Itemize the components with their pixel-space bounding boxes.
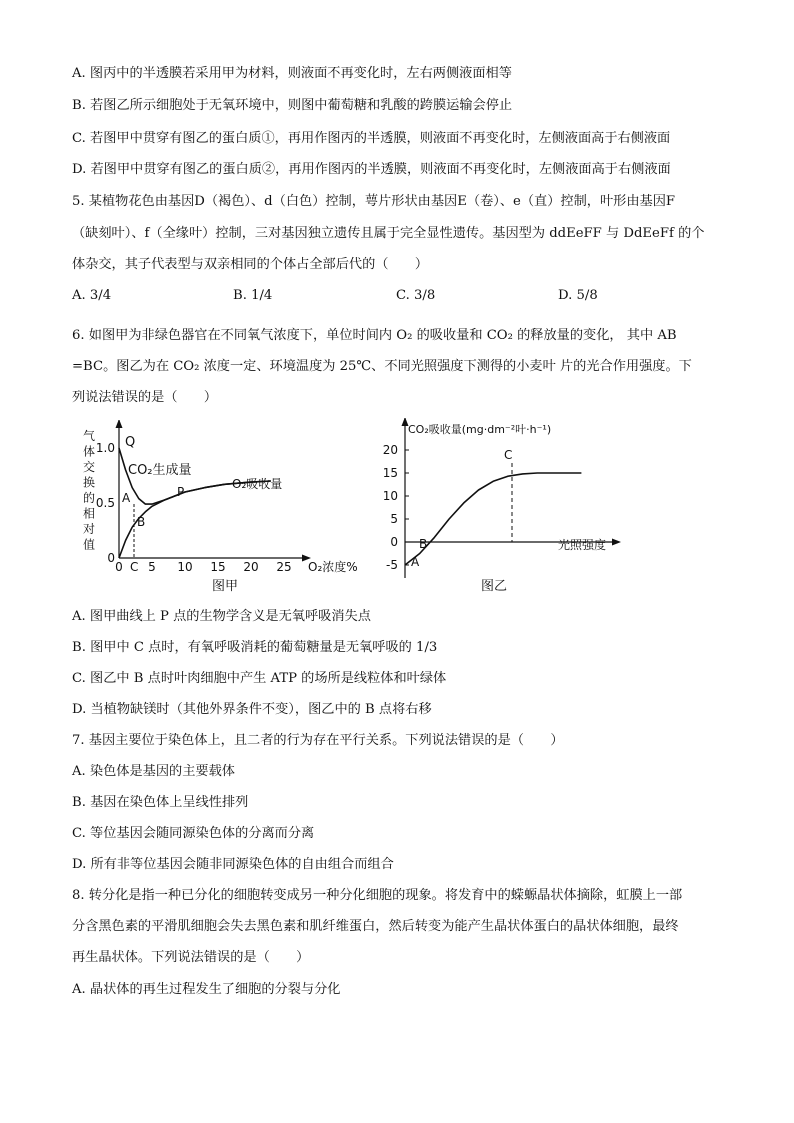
q6-option-c: C. 图乙中 B 点时叶肉细胞中产生 ATP 的场所是线粒体和叶绿体 [72, 671, 447, 686]
jia-xtick-6: 25 [276, 560, 292, 574]
jia-ylabel-text: 气体交换的相对值 [83, 429, 96, 552]
q6-option-a: A. 图甲曲线上 P 点的生物学含义是无氧呼吸消失点 [72, 609, 371, 624]
yi-series-0 [405, 473, 581, 565]
yi-ytick-0: -5 [386, 558, 398, 572]
yi-ytick-1: 0 [390, 535, 398, 549]
jia-o2-label: O₂吸收量 [232, 477, 283, 491]
jia-xtick-3: 10 [177, 560, 193, 574]
q7-option-d: D. 所有非等位基因会随非同源染色体的自由组合而组合 [72, 857, 394, 872]
jia-y-arrow [116, 420, 123, 428]
q6-stem-line1: 6. 如图甲为非绿色器官在不同氧气浓度下，单位时间内 O₂ 的吸收量和 CO₂ 的释放量的变化， 其中 AB [72, 328, 677, 343]
jia-xlabel: O₂浓度% [308, 560, 358, 574]
jia-label-b: B [137, 515, 146, 529]
jia-label-p: P [177, 485, 185, 499]
jia-xtick-0: 0 [115, 560, 123, 574]
jia-xtick-5: 20 [243, 560, 259, 574]
yi-ytick-4: 15 [382, 466, 398, 480]
q8-stem-line2: 分含黑色素的平滑肌细胞会失去黑色素和肌纤维蛋白，然后转变为能产生晶状体蛋白的晶状体细胞，最终 [72, 919, 679, 934]
jia-ylabel [83, 428, 95, 552]
q5-stem-line2: （缺刻叶）、f（全缘叶）控制，三对基因独立遗传且属于完全显性遗传。基因型为 ddEeFF 与 DdEeFf 的个 [72, 226, 705, 241]
q6-option-d: D. 当植物缺镁时（其他外界条件不变），图乙中的 B 点将右移 [72, 702, 432, 717]
q5-option-c: C. 3/8 [396, 288, 436, 303]
q4-option-b: B. 若图乙所示细胞处于无氧环境中，则图中葡萄糖和乳酸的跨膜运输会停止 [72, 98, 513, 113]
jia-ytick-1: 0.5 [95, 496, 115, 510]
q5-option-b: B. 1/4 [233, 288, 273, 303]
q6-stem-line2: =BC。图乙为在 CO₂ 浓度一定、环境温度为 25℃、不同光照强度下测得的小麦叶 片的光合作用强度。下 [72, 359, 692, 374]
jia-co2-label: CO₂生成量 [128, 463, 192, 478]
jia-ytick-0: 0 [107, 551, 115, 565]
yi-label-c: C [504, 448, 513, 462]
yi-label-b: B [419, 537, 428, 551]
yi-x-arrow [612, 539, 621, 546]
jia-xtick-4: 15 [210, 560, 226, 574]
q8-stem-line3: 再生晶状体。下列说法错误的是（ ） [72, 950, 310, 965]
q4-option-c: C. 若图甲中贯穿有图乙的蛋白质①，再用作图丙的半透膜，则液面不再变化时，左侧液面高于右侧液面 [72, 131, 671, 146]
q5-stem-line1: 5. 某植物花色由基因D（褐色）、d（白色）控制，萼片形状由基因E（卷）、e（直）控制，叶形由基因F [72, 194, 676, 209]
jia-title: 图甲 [212, 579, 239, 594]
jia-label-q: Q [125, 435, 136, 450]
yi-label-a: A [411, 555, 420, 569]
yi-xlabel: 光照强度 [558, 538, 607, 552]
q4-option-a: A. 图丙中的半透膜若采用甲为材料，则液面不再变化时，左右两侧液面相等 [72, 66, 512, 81]
q6-option-b: B. 图甲中 C 点时，有氧呼吸消耗的葡萄糖量是无氧呼吸的 1/3 [72, 640, 438, 655]
q7-stem: 7. 基因主要位于染色体上，且二者的行为存在平行关系。下列说法错误的是（ ） [72, 733, 564, 748]
jia-label-a: A [122, 491, 131, 505]
yi-title: 图乙 [481, 579, 508, 594]
q8-stem-line1: 8. 转分化是指一种已分化的细胞转变成另一种分化细胞的现象。将发育中的蝾螈晶状体摘除，虹膜上一部 [72, 888, 683, 903]
figure-yi-chart [378, 418, 628, 595]
yi-ylabel: CO₂吸收量(mg·dm⁻²叶·h⁻¹) [408, 423, 552, 436]
figure-jia-chart [70, 420, 370, 595]
jia-ytick-2: 1.0 [95, 441, 115, 455]
jia-xtick-2: 5 [148, 560, 156, 574]
q8-option-a: A. 晶状体的再生过程发生了细胞的分裂与分化 [72, 982, 341, 997]
q7-option-b: B. 基因在染色体上呈线性排列 [72, 795, 249, 810]
jia-xtick-1: C [129, 560, 139, 574]
q7-option-a: A. 染色体是基因的主要载体 [72, 764, 235, 779]
q6-stem-line3: 列说法错误的是（ ） [72, 390, 218, 405]
q5-option-a: A. 3/4 [72, 288, 112, 303]
q7-option-c: C. 等位基因会随同源染色体的分离而分离 [72, 826, 315, 841]
yi-ytick-3: 10 [382, 489, 398, 503]
yi-ytick-5: 20 [382, 443, 398, 457]
yi-curves [405, 473, 581, 565]
q4-option-d: D. 若图甲中贯穿有图乙的蛋白质②，再用作图丙的半透膜，则液面不再变化时，左侧液面高于右侧液面 [72, 162, 671, 177]
yi-ytick-2: 5 [390, 512, 398, 526]
q5-stem-line3: 体杂交，其子代表型与双亲相同的个体占全部后代的（ ） [72, 257, 429, 272]
jia-ticks [96, 441, 292, 574]
q5-option-d: D. 5/8 [558, 288, 598, 303]
